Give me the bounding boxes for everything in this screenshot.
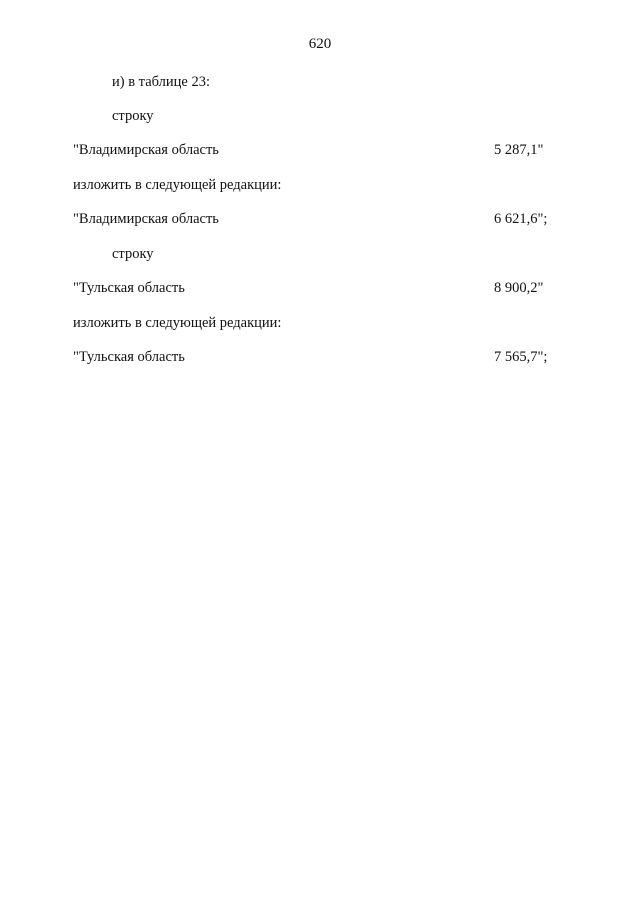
paragraph-text: строку: [112, 246, 154, 262]
paragraph-text: изложить в следующей редакции:: [73, 177, 282, 193]
row-value: 5 287,1": [494, 142, 544, 158]
list-item-heading: [0, 72, 640, 92]
paragraph-text: строку: [112, 108, 154, 124]
paragraph: [0, 313, 640, 333]
paragraph-text: и) в таблице 23:: [112, 74, 210, 90]
row-label: "Тульская область: [73, 349, 185, 365]
table-row: [0, 140, 640, 160]
paragraph: [0, 175, 640, 195]
table-row: [0, 209, 640, 229]
row-label: "Владимирская область: [73, 142, 219, 158]
table-row: [0, 278, 640, 298]
paragraph-text: изложить в следующей редакции:: [73, 315, 282, 331]
row-value: 8 900,2": [494, 280, 544, 296]
page-number: 620: [308, 36, 332, 52]
paragraph: [0, 244, 640, 264]
table-row: [0, 347, 640, 367]
row-label: "Владимирская область: [73, 211, 219, 227]
row-value: 7 565,7";: [494, 349, 548, 365]
paragraph: [0, 106, 640, 126]
row-value: 6 621,6";: [494, 211, 548, 227]
row-label: "Тульская область: [73, 280, 185, 296]
